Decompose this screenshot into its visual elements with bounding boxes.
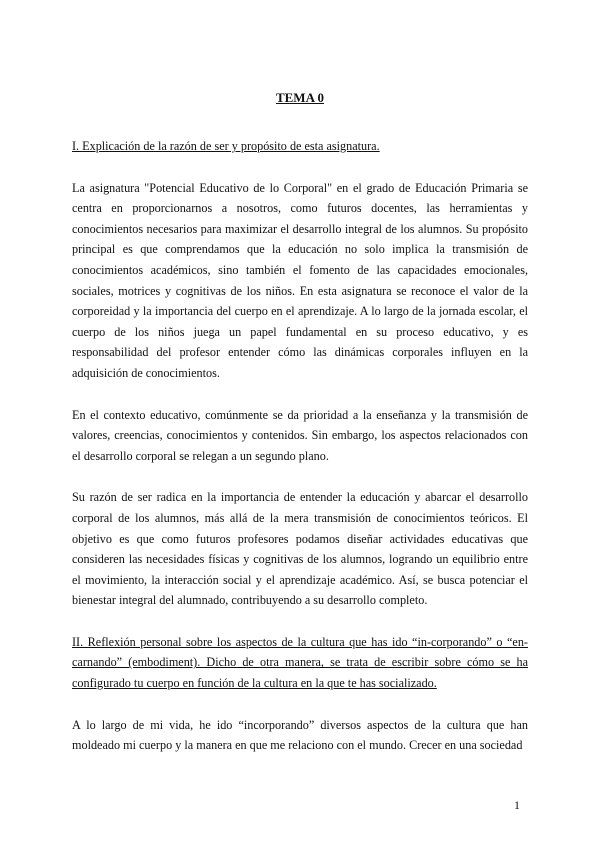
document-body [72, 136, 528, 756]
page-number: 1 [514, 798, 520, 812]
section-2-heading: II. Reflexión personal sobre los aspectos de la cultura que has ido “in-corporando” o “en-carnando” (embodiment). Dicho de otra manera, se trata de escribir sobre cómo se ha configurado tu cuerpo en función de la cultura en la que te has socializado. [72, 634, 528, 691]
paragraph-1: La asignatura "Potencial Educativo de lo Corporal" en el grado de Educación Primaria se centra en proporcionarnos a nosotros, como futuros docentes, las herramientas y conocimientos necesarios para maximizar el desarrollo integral de los alumnos. Su propósito principal es que comprendamos que la educación no solo implica la transmisión de conocimientos académicos, sino también el fomento de las capacidades emocionales, sociales, motrices y cognitivas de los niños. En esta asignatura se reconoce el valor de la corporeidad y la importancia del cuerpo en el aprendizaje. A lo largo de la jornada escolar, el cuerpo de los niños juega un papel fundamental en su proceso educativo, y es responsabilidad del profesor entender cómo las dinámicas corporales influyen en la adquisición de conocimientos. [72, 180, 528, 380]
paragraph-gap [72, 384, 528, 405]
paragraph-3: Su razón de ser radica en la importancia de entender la educación y abarcar el desarrollo corporal de los alumnos, más allá de la mera transmisión de conocimientos teóricos. El objetivo es que como futuros profesores podamos diseñar actividades educativas que consideren las necesidades físicas y cognitivas de los alumnos, logrando un equilibrio entre el movimiento, la interacción social y el aprendizaje académico. Así, se busca potenciar el bienestar integral del alumnado, contribuyendo a su desarrollo completo. [72, 490, 528, 608]
paragraph-4: A lo largo de mi vida, he ido “incorporando” diversos aspectos de la cultura que han moldeado mi cuerpo y la manera en que me relaciono con el mundo. Crecer en una sociedad [72, 717, 528, 753]
paragraph-2: En el contexto educativo, comúnmente se da prioridad a la enseñanza y la transmisión de valores, creencias, conocimientos y contenidos. Sin embargo, los aspectos relacionados con el desarrollo corporal se relegan a un segundo plano. [72, 407, 528, 463]
paragraph-gap [72, 611, 528, 632]
paragraph-gap [72, 466, 528, 487]
page-title: TEMA 0 [275, 90, 325, 105]
section-1-heading: I. Explicación de la razón de ser y propósito de esta asignatura. [72, 139, 380, 153]
paragraph-gap [72, 157, 528, 178]
paragraph-gap [72, 694, 528, 715]
